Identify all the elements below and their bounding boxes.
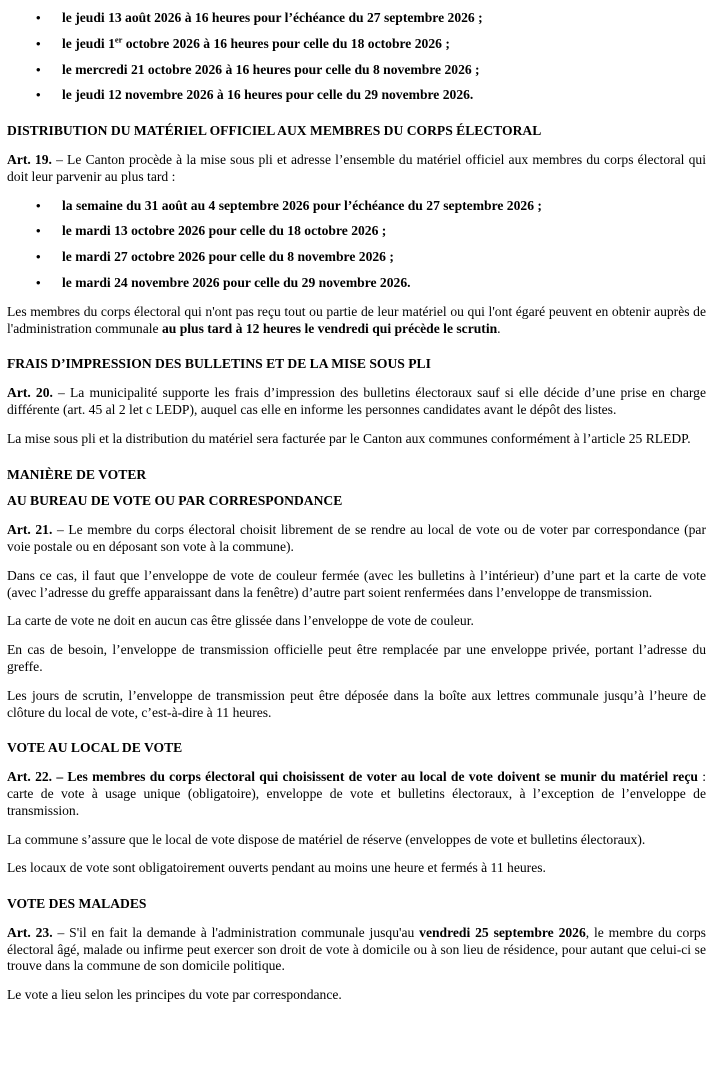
list-item bbox=[62, 198, 706, 215]
paragraph bbox=[7, 568, 706, 602]
text-run: Art. 20. bbox=[7, 385, 53, 401]
text-run: Art. 19. bbox=[7, 151, 52, 167]
text-run: Les membres du corps électoral qui n'ont pas reçu tout ou partie de leur matériel ou qui l'ont égaré peuvent en obtenir auprès de l'administration communale bbox=[7, 303, 706, 336]
paragraph bbox=[7, 304, 706, 338]
paragraph bbox=[7, 431, 706, 448]
list-item bbox=[62, 223, 706, 240]
text-run: Les locaux de vote sont obligatoirement ouverts pendant au moins une heure et fermés à 11 heures. bbox=[7, 860, 546, 876]
text-run: Art. 21. bbox=[7, 522, 53, 538]
text-run: Art. 23. bbox=[7, 924, 53, 940]
section-heading: VOTE DES MALADES bbox=[7, 896, 147, 912]
paragraph bbox=[7, 925, 706, 975]
bullet-list bbox=[7, 198, 706, 292]
paragraph bbox=[7, 522, 706, 556]
list-item bbox=[62, 275, 706, 292]
text-run: le jeudi 13 août 2026 à 16 heures pour l’échéance du 27 septembre 2026 ; bbox=[62, 10, 483, 25]
text-run: Dans ce cas, il faut que l’enveloppe de vote de couleur fermée (avec les bulletins à l’intérieur) d’une part et la carte de vote (avec l’adresse du greffe apparaissant dans la fenêtre) d’autre part soient renfermées dans l’enveloppe de transmission. bbox=[7, 567, 706, 600]
text-run: le mardi 13 octobre 2026 pour celle du 18 octobre 2026 ; bbox=[62, 223, 387, 239]
text-run: Le vote a lieu selon les principes du vote par correspondance. bbox=[7, 987, 342, 1003]
text-run: le jeudi 12 novembre 2026 à 16 heures pour celle du 29 novembre 2026. bbox=[62, 87, 474, 103]
bullet-list bbox=[7, 10, 706, 104]
list-item bbox=[62, 87, 706, 104]
text-run: La commune s’assure que le local de vote dispose de matériel de réserve (enveloppes de vote et bulletins électoraux). bbox=[7, 831, 646, 847]
paragraph bbox=[7, 152, 706, 186]
text-run: vendredi 25 septembre 2026 bbox=[419, 924, 586, 940]
paragraph bbox=[7, 832, 706, 849]
text-run: . bbox=[497, 320, 501, 336]
text-run: La mise sous pli et la distribution du matériel sera facturée par le Canton aux communes conformément à l’article 25 RLEDP. bbox=[7, 430, 691, 446]
text-run: : carte de vote à usage unique (obligatoire), enveloppe de vote et bulletins électoraux, à l’exception de l’enveloppe de transmission. bbox=[7, 769, 706, 818]
paragraph bbox=[7, 642, 706, 676]
text-run: le mercredi 21 octobre 2026 à 16 heures pour celle du 8 novembre 2026 ; bbox=[62, 61, 480, 77]
section-heading: FRAIS D’IMPRESSION DES BULLETINS ET DE LA MISE SOUS PLI bbox=[7, 356, 431, 372]
text-run: , le membre du corps électoral âgé, malade ou infirme peut exercer son droit de vote à domicile ou à son lieu de résidence, pour autant que celui-ci se trouve dans la commune de son domicile politique. bbox=[7, 924, 706, 974]
list-item bbox=[62, 62, 706, 79]
section-heading: VOTE AU LOCAL DE VOTE bbox=[7, 740, 183, 756]
section-heading: MANIÈRE DE VOTER bbox=[7, 466, 147, 482]
text-run: – Le membre du corps électoral choisit librement de se rendre au local de vote ou de voter par correspondance (par voie postale ou en déposant son vote à la commune). bbox=[7, 522, 706, 554]
section-heading: AU BUREAU DE VOTE OU PAR CORRESPONDANCE bbox=[7, 493, 343, 509]
text-run: er bbox=[114, 34, 123, 45]
paragraph bbox=[7, 860, 706, 877]
text-run: En cas de besoin, l’enveloppe de transmission officielle peut être remplacée par une enveloppe privée, portant l’adresse du greffe. bbox=[7, 642, 706, 674]
text-run: octobre 2026 à 16 heures pour celle du 18 octobre 2026 ; bbox=[122, 35, 450, 51]
text-run: le mardi 24 novembre 2026 pour celle du 29 novembre 2026. bbox=[62, 274, 411, 290]
paragraph bbox=[7, 613, 706, 630]
text-run: – Le Canton procède à la mise sous pli et adresse l’ensemble du matériel officiel aux membres du corps électoral qui doit leur parvenir au plus tard : bbox=[7, 151, 706, 184]
text-run: La carte de vote ne doit en aucun cas être glissée dans l’enveloppe de vote de couleur. bbox=[7, 613, 474, 629]
paragraph bbox=[7, 688, 706, 722]
list-item bbox=[62, 10, 706, 27]
text-run: la semaine du 31 août au 4 septembre 2026 pour l’échéance du 27 septembre 2026 ; bbox=[62, 197, 542, 213]
text-run: le mardi 27 octobre 2026 pour celle du 8 novembre 2026 ; bbox=[62, 249, 394, 265]
text-run: – La municipalité supporte les frais d’impression des bulletins électoraux sauf si elle décide d’une prise en charge différente (art. 45 al 2 let c LEDP), auquel cas elle en informe les personnes candidates avant le dépôt des listes. bbox=[7, 385, 706, 417]
section-heading: DISTRIBUTION DU MATÉRIEL OFFICIEL AUX MEMBRES DU CORPS ÉLECTORAL bbox=[7, 123, 542, 139]
text-run: au plus tard à 12 heures le vendredi qui précède le scrutin bbox=[161, 320, 498, 336]
text-run: – S'il en fait la demande à l'administration communale jusqu'au bbox=[52, 924, 420, 940]
text-run: le jeudi 1 bbox=[62, 35, 115, 51]
text-run: Les jours de scrutin, l’enveloppe de transmission peut être déposée dans la boîte aux lettres communale jusqu’à l’heure de clôture du local de vote, c’est-à-dire à 11 heures. bbox=[7, 687, 706, 720]
text-run: Art. 22. – Les membres du corps électoral qui choisissent de voter au local de vote doivent se munir du matériel reçu bbox=[7, 769, 698, 785]
list-item bbox=[62, 36, 706, 53]
paragraph bbox=[7, 987, 706, 1004]
paragraph bbox=[7, 385, 706, 419]
list-item bbox=[62, 249, 706, 266]
paragraph bbox=[7, 769, 706, 819]
